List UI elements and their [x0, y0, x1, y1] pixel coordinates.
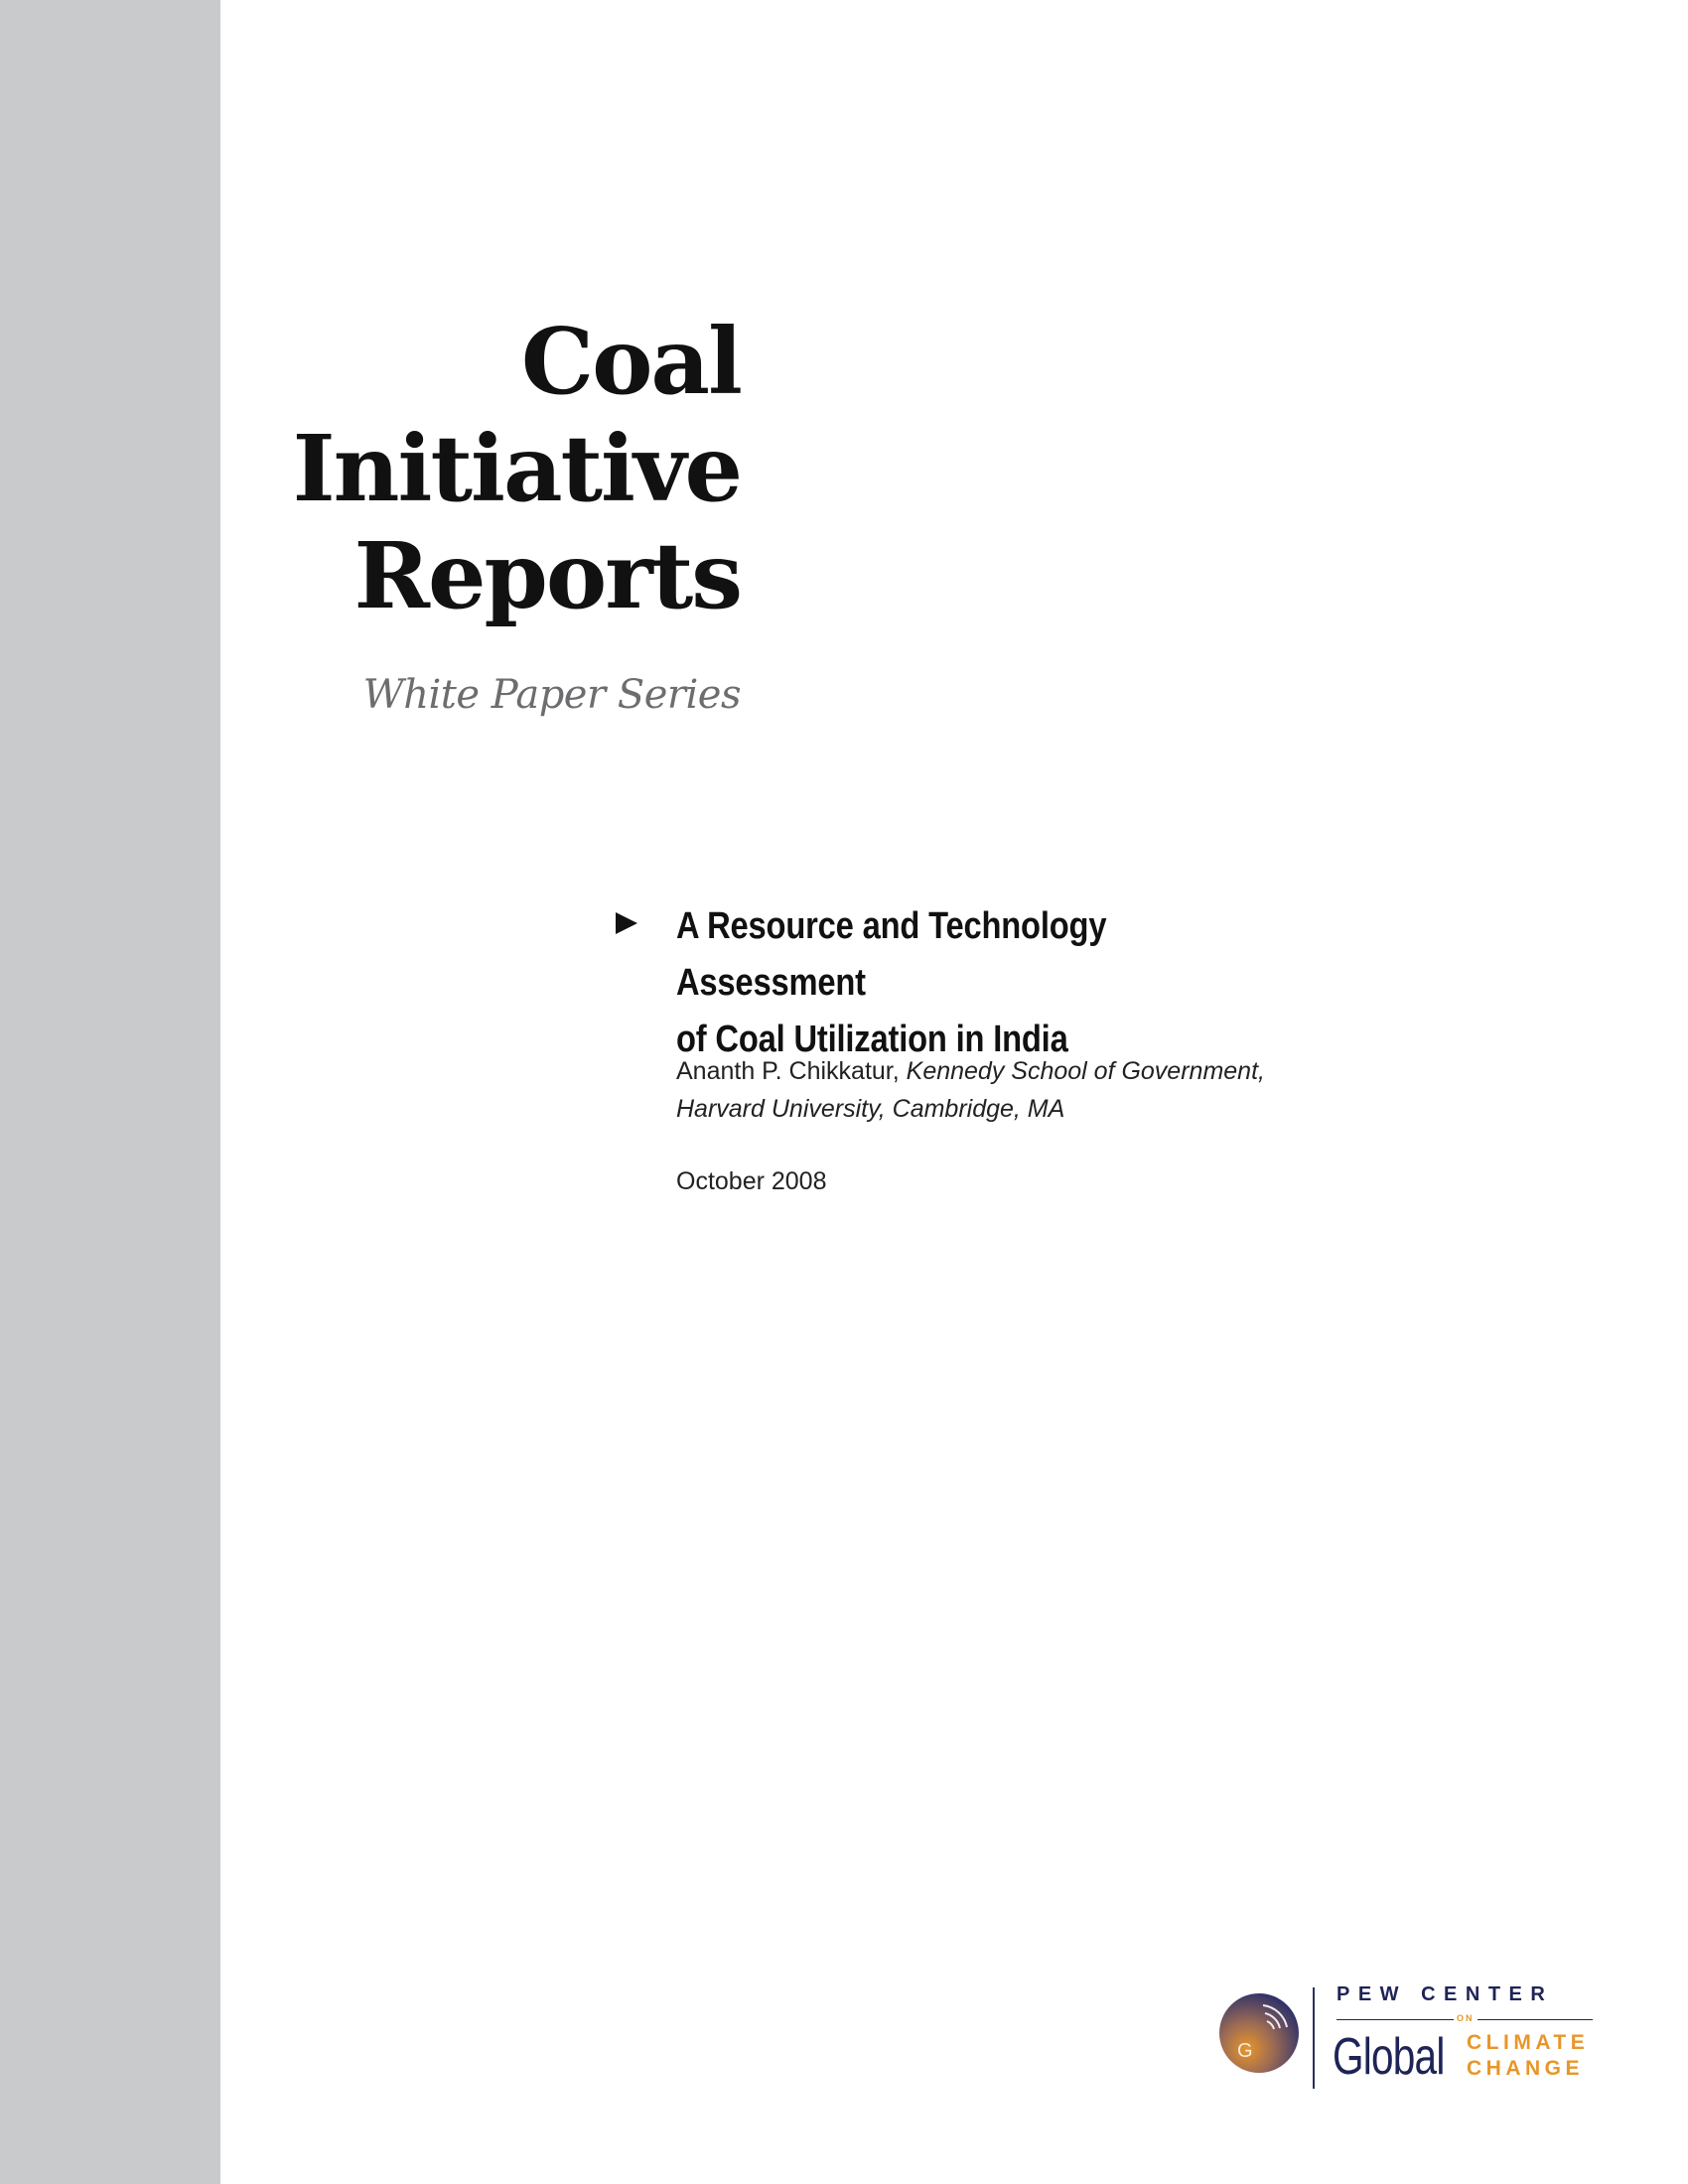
globe-swirl-icon [1217, 1991, 1301, 2075]
report-title-line-2: of Coal Utilization in India [676, 1019, 1068, 1060]
pew-center-logo [1217, 1976, 1595, 2095]
series-title-line-3: Reports [353, 522, 741, 629]
affiliation-line-2: Harvard University, Cambridge, MA [676, 1095, 1065, 1123]
report-title [676, 898, 1274, 1068]
report-title-line-1: A Resource and Technology Assessment [676, 905, 1107, 1004]
logo-divider [1313, 1987, 1315, 2089]
series-title [46, 308, 741, 629]
logo-change: CHANGE [1467, 2057, 1585, 2080]
subseries-title: White Paper Series [362, 672, 741, 718]
series-title-line-1: Coal [520, 308, 741, 415]
logo-on: ON [1454, 2013, 1477, 2023]
logo-global: Global [1333, 2028, 1445, 2086]
triangle-bullet-icon [616, 912, 637, 934]
author-name: Ananth P. Chikkatur, [676, 1057, 900, 1085]
logo-mark-letter: G [1237, 2040, 1253, 2062]
series-title-line-2: Initiative [292, 415, 741, 522]
logo-pew-center: PEW CENTER [1336, 1983, 1554, 2005]
affiliation-line-1: Kennedy School of Government, [906, 1057, 1265, 1085]
publication-date: October 2008 [676, 1167, 827, 1195]
logo-climate: CLIMATE [1467, 2031, 1590, 2054]
author-affiliation [676, 1052, 1371, 1128]
